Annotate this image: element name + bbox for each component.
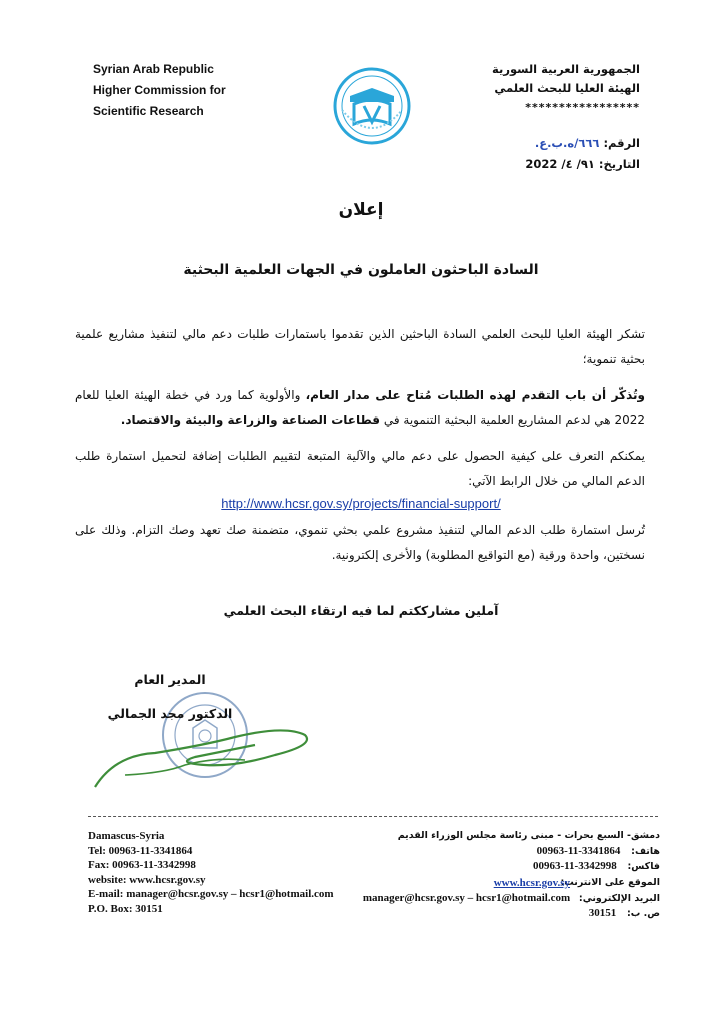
date-value: ٩١/ ٤/ 2022 (525, 157, 595, 171)
footer-ar-email: manager@hcsr.gov.sy – hcsr1@hotmail.com (362, 891, 571, 904)
announcement-title: إعلان (338, 200, 384, 220)
footer-english (88, 829, 368, 916)
footer-ar-email-label: البريد الإلكتروني: (578, 892, 660, 904)
footer-ar-address: دمشق- السبع بحرات - مبنى رئاسة مجلس الوزراء القديم (397, 830, 660, 841)
header-arabic (450, 60, 640, 117)
hcsr-logo (332, 66, 412, 146)
paragraph-thanks: تشكر الهيئة العليا للبحث العلمي السادة الباحثين الذين تقدموا باستمارات طلبات دعم مالي لتنفيذ مشاريع علمية بحثية تنموية؛ (75, 327, 645, 366)
footer-en-city: Damascus-Syria (88, 830, 165, 842)
footer-ar-pobox: 30151 (588, 907, 617, 919)
header-en-org-line2: Scientific Research (93, 104, 204, 118)
closing-line: آملين مشارككتم لما فيه ارتقاء البحث العلمي (223, 603, 499, 618)
footer-en-fax: Fax: 00963-11-3342998 (88, 859, 196, 871)
footer-en-website: website: www.hcsr.gov.sy (88, 873, 206, 886)
reference-label: الرقم: (603, 136, 640, 150)
signature-title: المدير العام (134, 672, 206, 687)
paragraph-reminder (75, 383, 645, 433)
footer-en-email: E-mail: manager@hcsr.gov.sy – hcsr1@hotmail.com (88, 888, 334, 900)
footer-ar-web-label: الموقع على الانترنت: (560, 876, 660, 888)
paragraph-info: يمكنكم التعرف على كيفية الحصول على دعم مالي والآلية المتبعة لتقييم الطلبات إضافة لتحميل استمارة طلب الدعم المالي من خلال الرابط الآتي: (75, 449, 645, 488)
header-en-country: Syrian Arab Republic (93, 62, 214, 76)
header-ar-country: الجمهورية العربية السورية (492, 62, 640, 76)
signature-name: الدكتور مجد الجمالي (107, 706, 233, 721)
reference-value: ٦٦٦/ه.ب.ع. (534, 136, 600, 150)
reference-number-line (470, 134, 640, 153)
header-ar-org: الهيئة العليا للبحث العلمي (494, 81, 640, 95)
footer-ar-pobox-label: ص. ب: (626, 908, 660, 919)
footer-ar-fax-label: فاكس: (627, 861, 660, 872)
handwritten-signature (85, 715, 315, 795)
footer-ar-tel-label: هاتف: (631, 845, 660, 857)
footer-ar-web-wrap (360, 876, 570, 891)
support-link-wrapper (0, 496, 722, 511)
footer-ar-pobox-line (360, 906, 660, 922)
header-english (93, 59, 253, 122)
footer-ar-fax-line (360, 859, 660, 875)
footer-ar-tel: 00963-11-3341864 (536, 844, 621, 857)
header-en-org-line1: Higher Commission for (93, 83, 226, 97)
reminder-bold-open: وتُذكّر أن باب التقدم لهذه الطلبات مُتاح على مدار العام، (305, 388, 645, 402)
footer-ar-fax: 00963-11-3342998 (532, 860, 617, 872)
financial-support-link[interactable]: http://www.hcsr.gov.sy/projects/financial-support/ (221, 496, 501, 511)
reminder-sectors: قطاعات الصناعة والزراعة والبيئة والاقتصاد. (120, 413, 381, 427)
footer-en-pobox: P.O. Box: 30151 (88, 902, 163, 915)
footer-divider (88, 816, 658, 817)
footer-ar-web-link[interactable]: www.hcsr.gov.sy (493, 877, 570, 889)
announcement-subtitle: السادة الباحثون العاملون في الجهات العلمية البحثية (183, 262, 539, 278)
reminder-priority: والأولوية كما ورد في خطة الهيئة العليا للعام 2022 هي لدعم المشاريع العلمية البحثية التنموية في (75, 388, 645, 427)
date-line (470, 155, 640, 174)
paragraph-submission: تُرسل استمارة طلب الدعم المالي لتنفيذ مشروع علمي بحثي تنموي، متضمنة صك تعهد وصك التزام. وذلك على نسختين، واحدة ورقية (مع التواقيع المطلوبة) والأخرى إلكترونية. (75, 523, 645, 562)
header-ar-stars: ***************** (525, 101, 640, 114)
footer-en-tel: Tel: 00963-11-3341864 (88, 844, 193, 857)
reference-block (470, 134, 640, 174)
date-label: التاريخ: (598, 157, 640, 171)
footer-ar-email-line (360, 891, 660, 907)
footer-arabic (360, 829, 660, 922)
footer-ar-tel-line (360, 844, 660, 860)
